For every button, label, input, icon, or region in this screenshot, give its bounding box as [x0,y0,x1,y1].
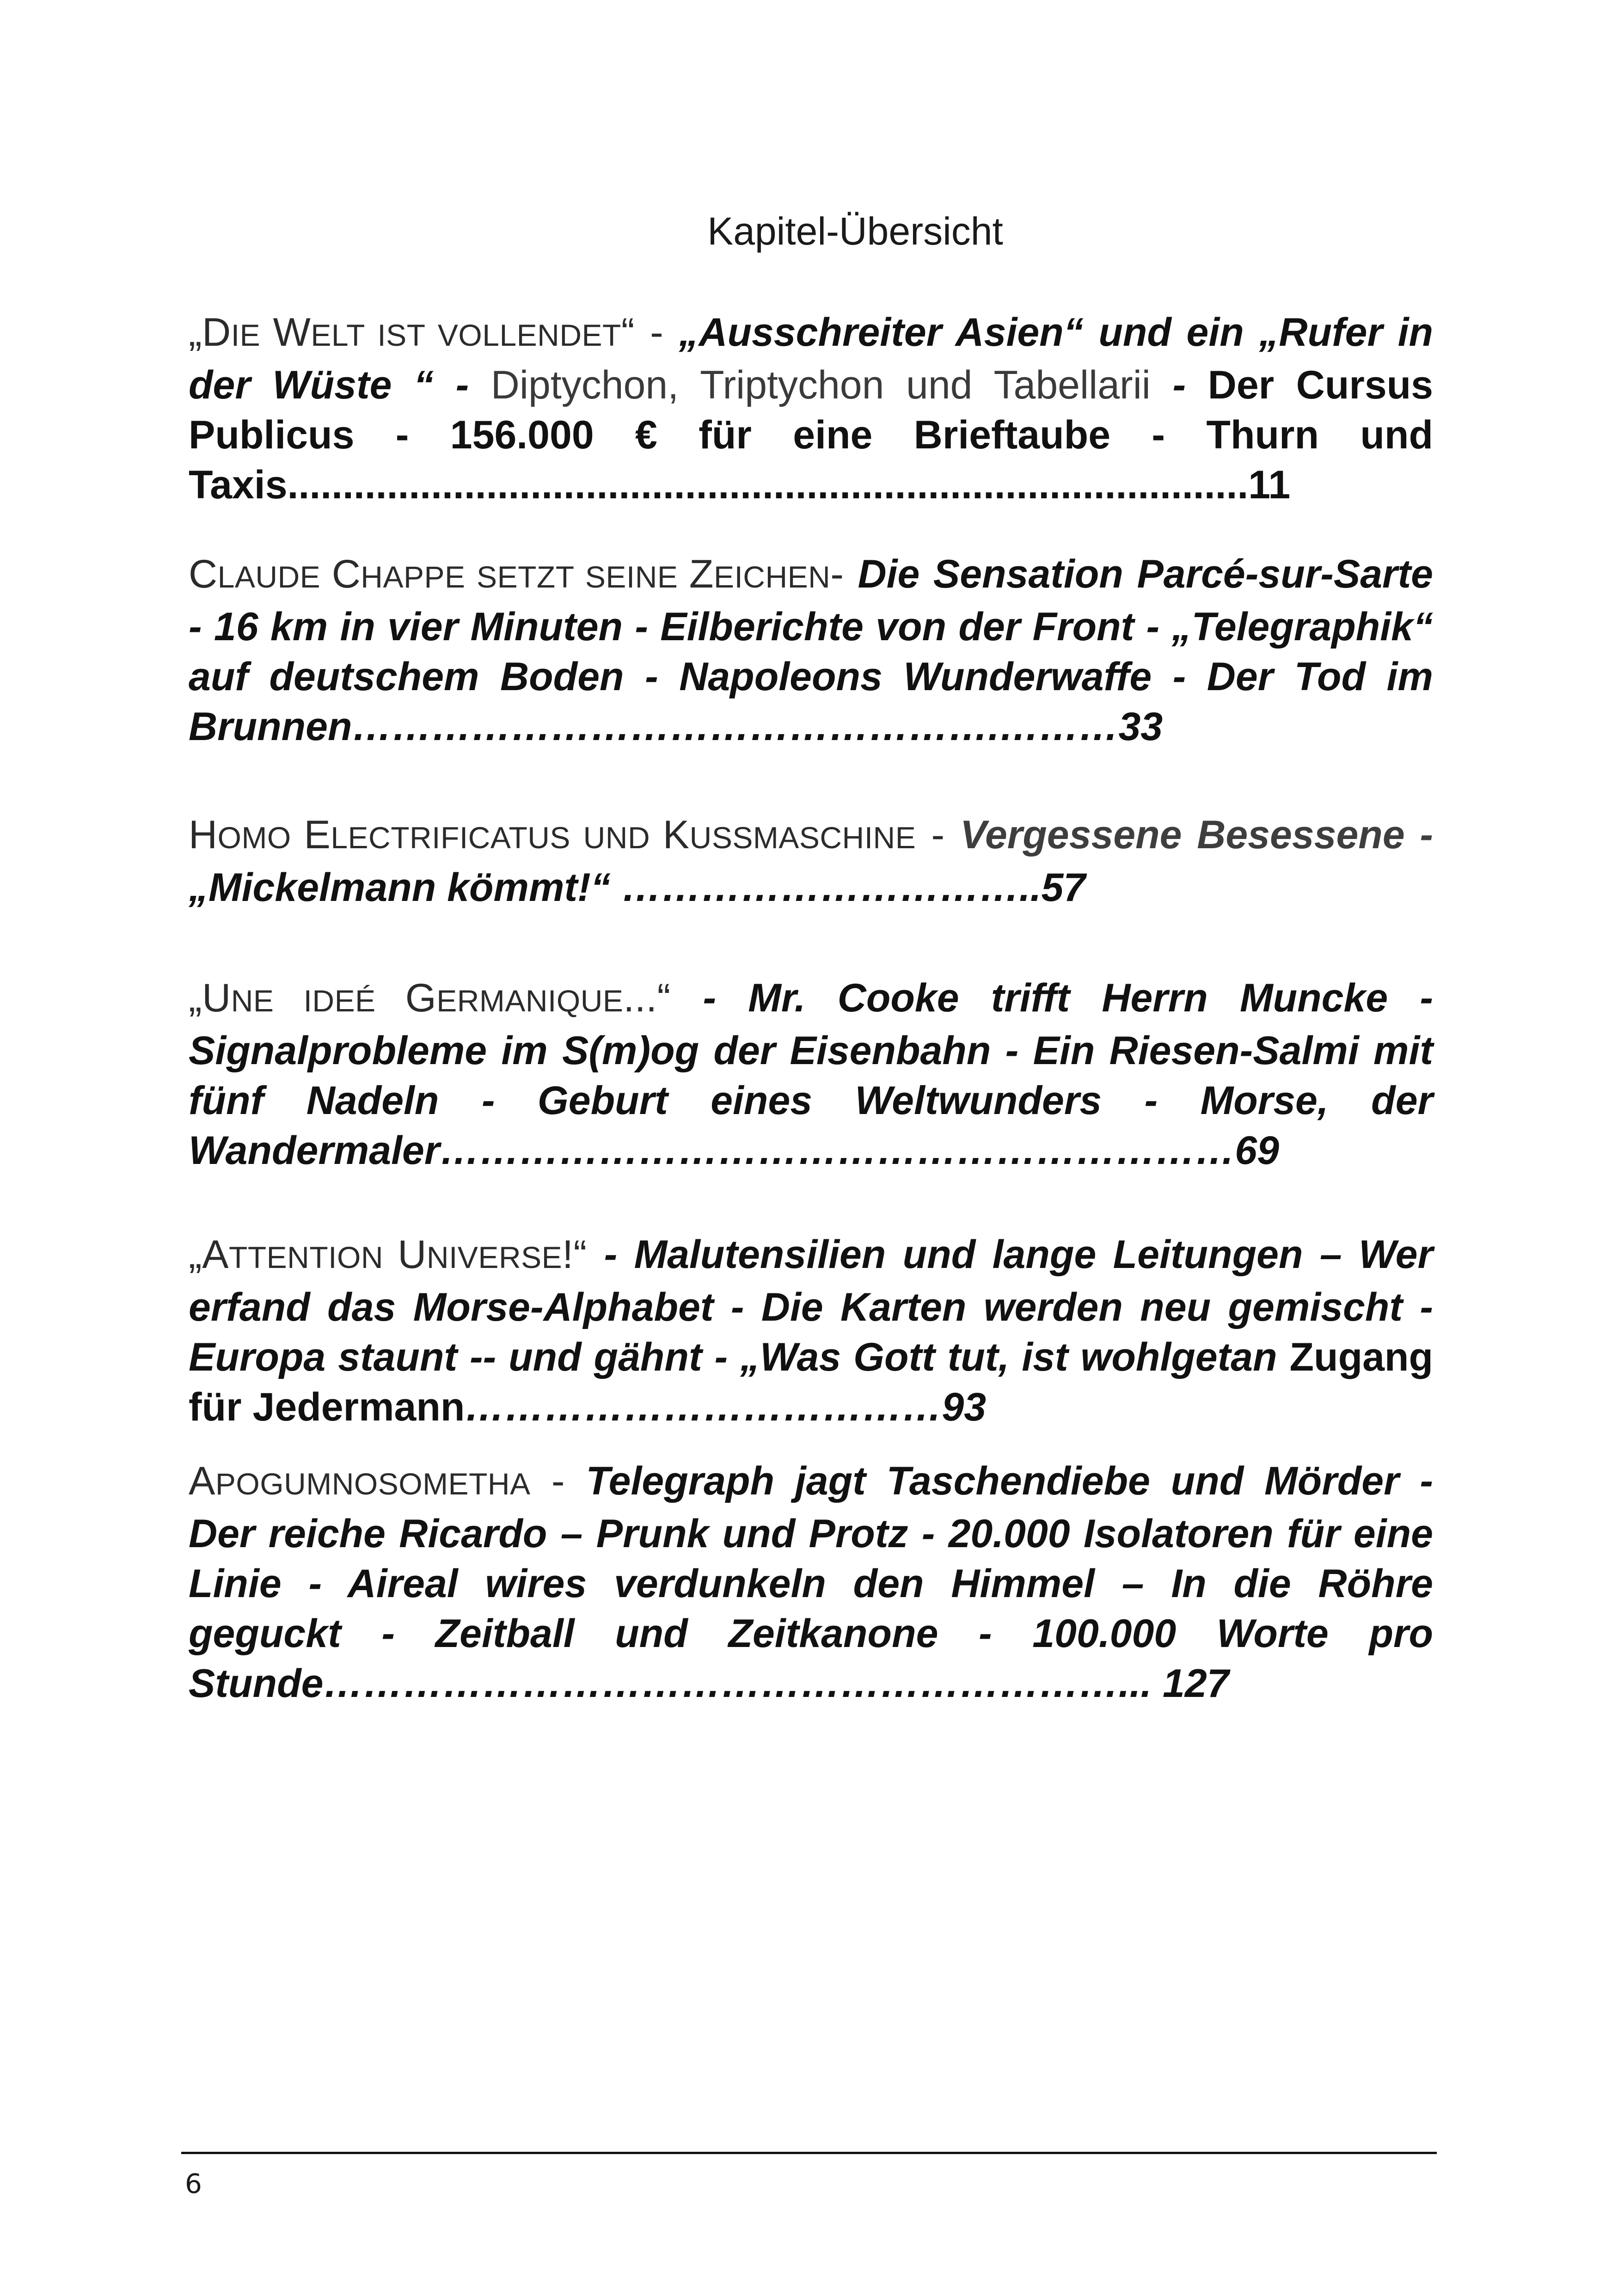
chapter-heading-part: U [202,976,231,1020]
chapter-heading-part: „ [189,310,202,355]
chapter-heading-part: NE IDEÉ [231,984,405,1018]
chapter-heading-part: Z [689,552,714,596]
toc-entry [189,307,1433,510]
chapter-subtitle: - Mr. Cooke trifft Herrn Muncke - Signalprobleme im S(m)og der Eisenbahn - Ein Riesen-Salmi mit fünf Nadeln - Geburt eines Weltwunders - Morse, der Wandermaler [189,976,1433,1173]
chapter-heading [189,552,858,596]
chapter-page-number[interactable]: 127 [1152,1661,1229,1706]
toc-entry [189,973,1433,1176]
chapter-heading-part: HAPPE SETZT SEINE [361,560,689,594]
chapter-heading-part: E [304,813,331,857]
toc-entry [189,810,1433,912]
chapter-page-number[interactable]: 33 [1118,704,1163,749]
chapter-subtitle: „Mickelmann kömmt!“ [189,865,611,910]
chapter-heading-part: POGUMNOSOMETHA [215,1467,531,1501]
chapter-heading [189,310,679,355]
chapter-heading-part: U [398,1232,427,1277]
chapter-page-number[interactable]: 93 [942,1385,987,1429]
chapter-heading-part: TTENTION [229,1240,398,1274]
chapter-heading-part: LAUDE [217,560,332,594]
toc-entry [189,549,1433,752]
chapter-heading-part: NIVERSE [426,1240,563,1274]
chapter-heading-part: „ [189,1232,202,1277]
chapter-heading-part: D [202,310,231,355]
chapter-heading-part: USSMASCHINE [689,820,916,855]
page-title: Kapitel-Übersicht [707,209,1003,253]
chapter-heading-part: - [830,552,858,596]
chapter-heading [189,813,960,857]
chapter-heading-part: C [189,552,218,596]
chapter-heading-part: C [331,552,361,596]
chapter-subtitle: - [1150,363,1208,407]
leader-dots: ……………………………………………………... [323,1661,1152,1706]
leader-dots: ………………………………………….……… [352,704,1119,749]
chapter-subtitle: Diptychon, Triptychon und Tabellarii [490,363,1151,407]
chapter-page-number[interactable]: 57 [1041,865,1086,910]
chapter-subtitle: Telegraph jagt Taschendiebe und Mörder - Der reiche Ricardo – Prunk und Protz - 20.000 Isolatoren für eine Linie - Aireal wires verdunkeln den Himmel – In die Röhre geguckt - Zeitball und Zeitkanone - 100.000 Worte pro Stunde [189,1459,1433,1706]
chapter-subtitle: „Ausschreiter Asien“ und ein „Rufer in der Wüste “ - [189,310,1434,407]
chapter-subtitle: Der Cursus Publicus - 156.000 € für eine Brieftaube - Thurn und Taxis [189,363,1434,507]
chapter-heading-part: A [202,1232,229,1277]
leader-dots: ………………………….. [610,865,1042,910]
chapter-heading-part: - [916,813,960,857]
chapter-heading-part: LECTRIFICATUS UND [331,820,663,855]
chapter-heading-part: !“ [562,1232,604,1277]
chapter-heading-part: H [189,813,218,857]
chapter-heading-part: ERMANIQUE [436,984,624,1018]
chapter-heading-part: ELT IST VOLLENDET [311,318,621,352]
toc-entry [189,1230,1433,1432]
chapter-heading [189,976,703,1020]
chapter-heading-part: OMO [217,820,304,855]
chapter-heading-part: A [189,1459,215,1503]
chapter-heading-part: IE [231,318,273,352]
chapter-heading-part: - [530,1459,586,1503]
chapter-heading-part: “ - [621,310,679,355]
chapter-subtitle: Vergessene Besessene - [960,813,1434,857]
leader-dots: …………………………………………………… [440,1128,1235,1173]
chapter-subtitle: Zugang für Jedermann [189,1335,1433,1429]
chapter-heading-part: W [273,310,311,355]
chapter-heading [189,1232,604,1277]
chapter-heading [189,1459,586,1503]
footer-rule [181,2152,1437,2154]
chapter-heading-part: G [405,976,437,1020]
leader-dots: ……………………………… [465,1385,942,1429]
toc-entry [189,1456,1433,1708]
leader-dots: ....................................................................................... [287,463,1249,507]
chapter-page-number[interactable]: 11 [1248,463,1291,507]
chapter-heading-part: K [662,813,690,857]
page-number: 6 [185,2168,202,2199]
chapter-heading-part: „ [189,976,202,1020]
chapter-subtitle: - Malutensilien und lange Leitungen – Wer erfand das Morse-Alphabet - Die Karten werden neu gemischt - Europa staunt -- und gähnt - „Was Gott tut, ist wohlgetan [189,1232,1433,1379]
chapter-heading-part: EICHEN [713,560,831,594]
chapter-subtitle: Die Sensation Parcé-sur-Sarte - 16 km in vier Minuten - Eilberichte von der Front - „Telegraphik“ auf deutschem Boden - Napoleons Wunderwaffe - Der Tod im Brunnen [189,552,1433,749]
chapter-page-number[interactable]: 69 [1235,1128,1279,1173]
chapter-heading-part: ...“ [623,976,703,1020]
